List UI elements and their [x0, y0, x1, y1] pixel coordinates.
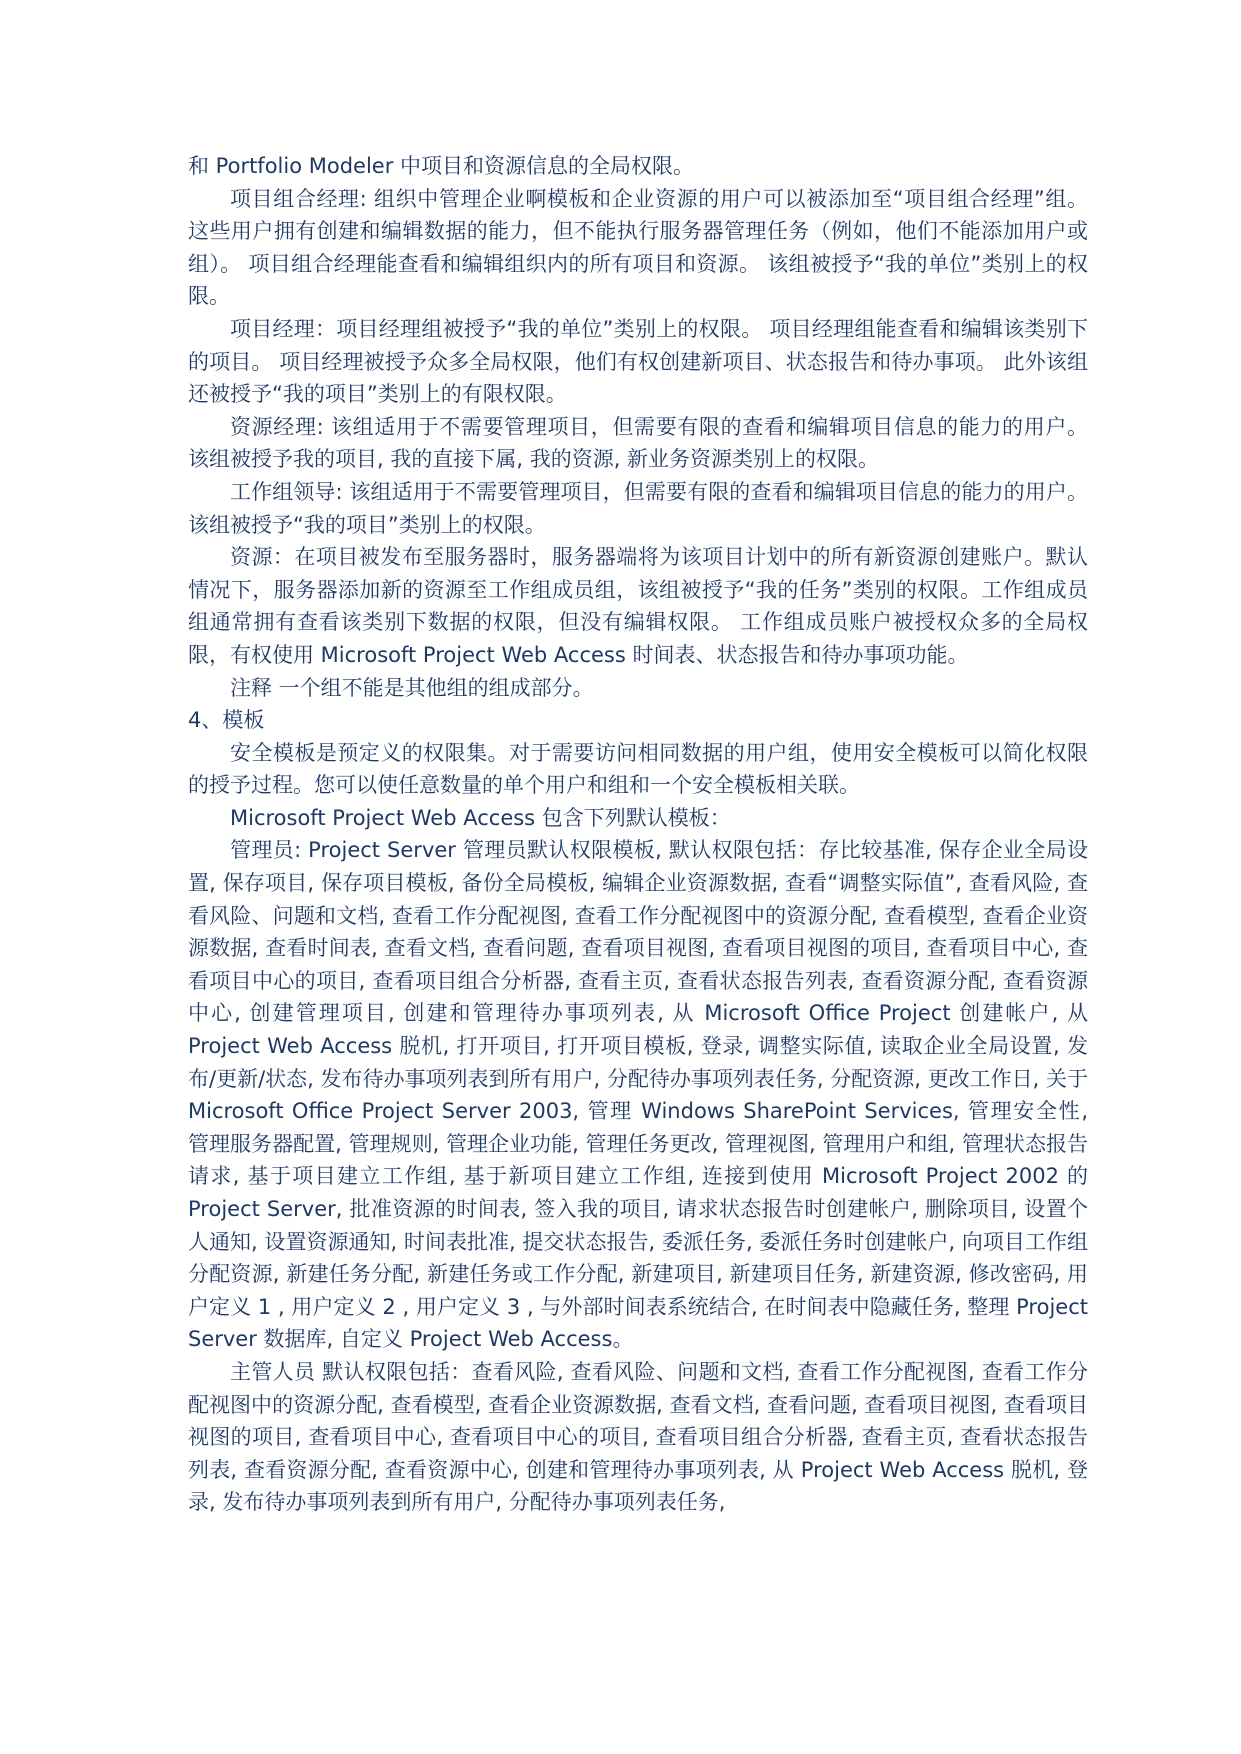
paragraph-default-templates-intro: Microsoft Project Web Access 包含下列默认模板：: [230, 805, 731, 830]
paragraph-resource-manager: 资源经理: 该组适用于不需要管理项目，但需要有限的查看和编辑项目信息的能力的用户。 该组被授予我的项目, 我的直接下属, 我的资源, 新业务资源类别上的权限。: [188, 414, 1088, 472]
paragraph-team-lead: 工作组领导: 该组适用于不需要管理项目，但需要有限的查看和编辑项目信息的能力的用户。 该组被授予“我的项目”类别上的权限。: [188, 479, 1088, 537]
paragraph-portfolio-manager: 项目组合经理: 组织中管理企业啊模板和企业资源的用户可以被添加至“项目组合经理”组。 这些用户拥有创建和编辑数据的能力，但不能执行服务器管理任务（例如，他们不能添加用户或组）。 项目组合经理能查看和编辑组织内的所有项目和资源。 该组被授予“我的单位”类别上的权限。: [188, 186, 1088, 309]
paragraph-note: 注释 一个组不能是其他组的组成部分。: [230, 675, 594, 700]
paragraph-project-manager: 项目经理：项目经理组被授予“我的单位”类别上的权限。 项目经理组能查看和编辑该类别下的项目。 项目经理被授予众多全局权限，他们有权创建新项目、状态报告和待办事项。 此外该组还被授予“我的项目”类别上的有限权限。: [188, 316, 1088, 407]
paragraph-resource: 资源：在项目被发布至服务器时，服务器端将为该项目计划中的所有新资源创建账户。默认情况下，服务器添加新的资源至工作组成员组，该组被授予“我的任务”类别的权限。工作组成员组通常拥有查看该类别下数据的权限，但没有编辑权限。 工作组成员账户被授权众多的全局权限，有权使用 Microsoft Project Web Access 时间表、状态报告和待办事项功能。: [188, 545, 1088, 667]
section-heading-templates: 4、模板: [188, 708, 265, 733]
paragraph-executive: 主管人员 默认权限包括：查看风险, 查看风险、问题和文档, 查看工作分配视图, 查看工作分配视图中的资源分配, 查看模型, 查看企业资源数据, 查看文档, 查看问题, 查看项目视图, 查看项目视图的项目, 查看项目中心, 查看项目中心的项目, 查看项目组合分析器, 查看主页, 查看状态报告列表, 查看资源分配, 查看资源中心, 创建和管理待办事项列表, 从 Project Web Access 脱机, 登录, 发布待办事项列表到所有用户, 分配待办事项列表任务,: [188, 1359, 1088, 1515]
paragraph-administrator: 管理员: Project Server 管理员默认权限模板, 默认权限包括：存比较基准, 保存企业全局设置, 保存项目, 保存项目模板, 备份全局模板, 编辑企业资源数据, 查看“调整实际值”, 查看风险, 查看风险、问题和文档, 查看工作分配视图, 查看工作分配视图中的资源分配, 查看模型, 查看企业资源数据, 查看时间表, 查看文档, 查看问题, 查看项目视图, 查看项目视图的项目, 查看项目中心, 查看项目中心的项目, 查看项目组合分析器, 查看主页, 查看状态报告列表, 查看资源分配, 查看资源中心, 创建管理项目, 创建和管理待办事项列表, 从 Microsoft Office Project 创建帐户, 从 Project Web Access 脱机, 打开项目, 打开项目模板, 登录, 调整实际值, 读取企业全局设置, 发布/更新/状态, 发布待办事项列表到所有用户, 分配待办事项列表任务, 分配资源, 更改工作日, 关于 Microsoft Office Project Server 2003, 管理 Windows SharePoint Services, 管理安全性, 管理服务器配置, 管理规则, 管理企业功能, 管理任务更改, 管理视图, 管理用户和组, 管理状态报告请求, 基于项目建立工作组, 基于新项目建立工作组, 连接到使用 Microsoft Project 2002 的 Project Server, 批准资源的时间表, 签入我的项目, 请求状态报告时创建帐户, 删除项目, 设置个人通知, 设置资源通知, 时间表批准, 提交状态报告, 委派任务, 委派任务时创建帐户, 向项目工作组分配资源, 新建任务分配, 新建任务或工作分配, 新建项目, 新建项目任务, 新建资源, 修改密码, 用户定义 1 , 用户定义 2 , 用户定义 3 , 与外部时间表系统结合, 在时间表中隐藏任务, 整理 Project Server 数据库, 自定义 Project Web Access。: [188, 838, 1088, 1352]
document-body: [188, 150, 1088, 1519]
paragraph-security-templates: 安全模板是预定义的权限集。对于需要访问相同数据的用户组，使用安全模板可以简化权限的授予过程。您可以使任意数量的单个用户和组和一个安全模板相关联。: [188, 740, 1088, 798]
paragraph-1: 和 Portfolio Modeler 中项目和资源信息的全局权限。: [188, 154, 695, 178]
